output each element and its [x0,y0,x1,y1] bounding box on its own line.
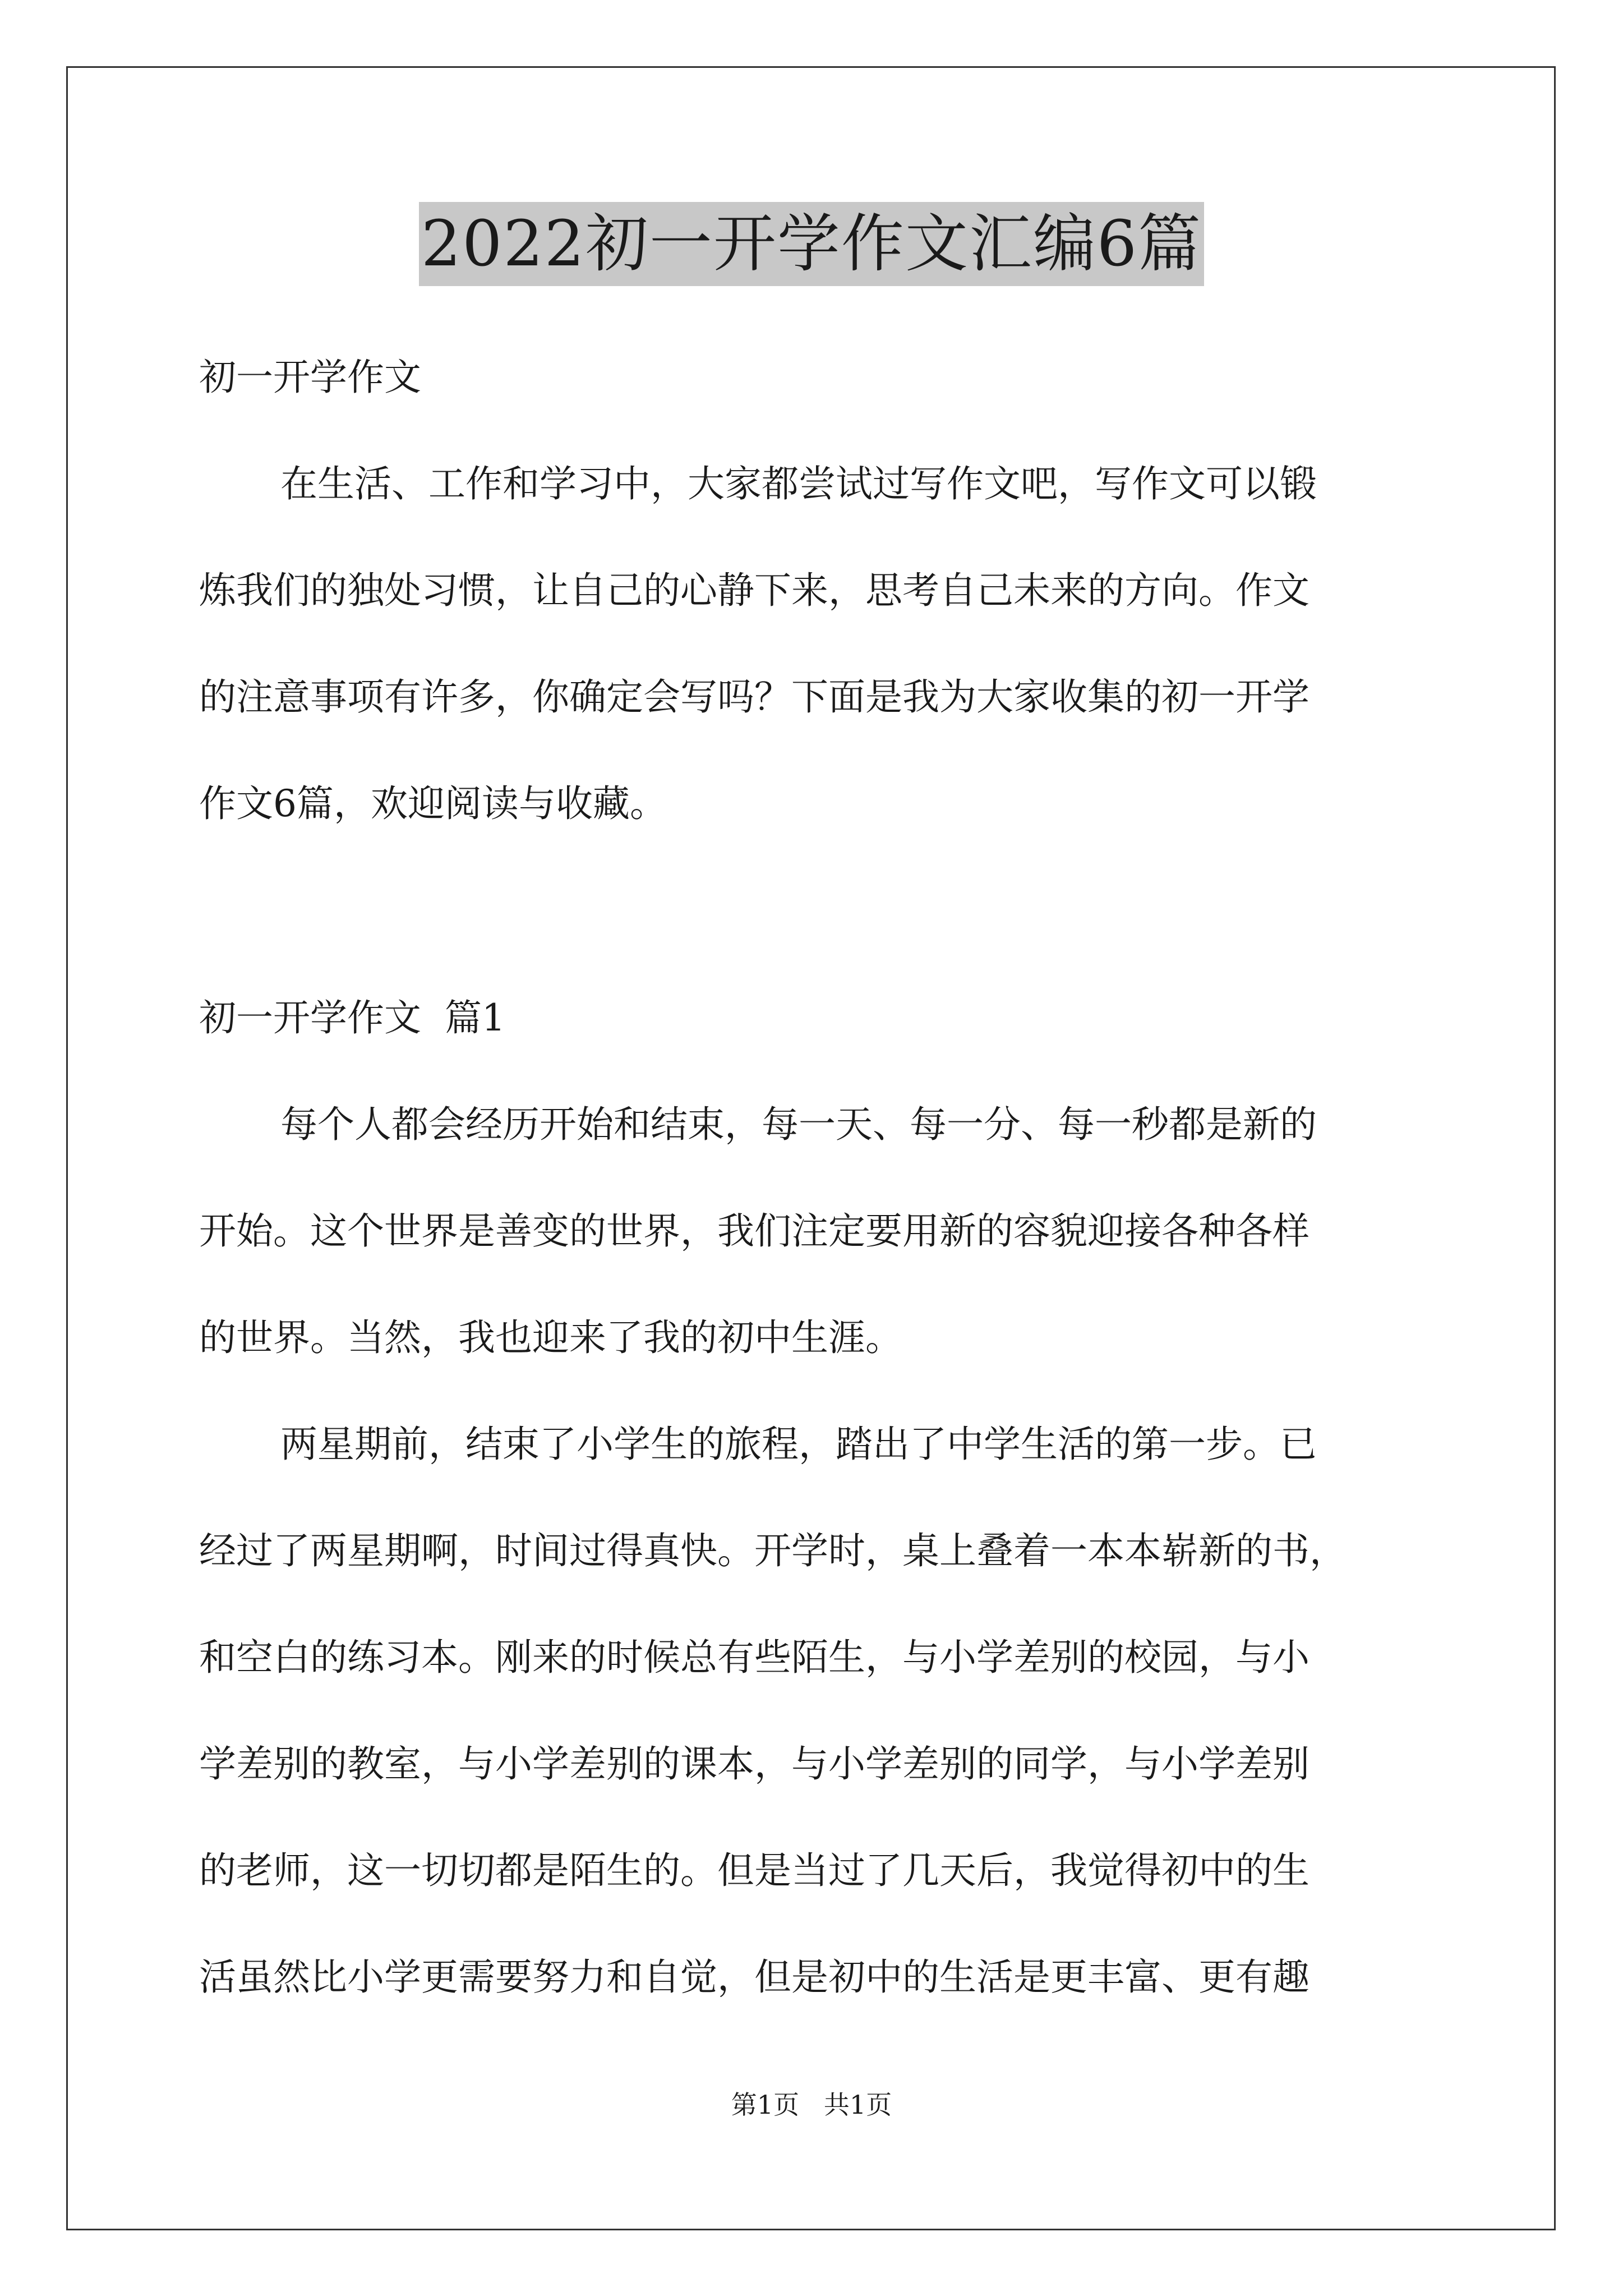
para2-line-3: 和空白的练习本。刚来的时候总有些陌生，与小学差别的校园，与小 [199,1636,1310,1679]
intro-line-4: 作文6篇，欢迎阅读与收藏。 [199,782,667,825]
section-heading-1: 初一开学作文 篇1 [199,996,505,1039]
para1-line-3: 的世界。当然，我也迎来了我的初中生涯。 [199,1316,902,1359]
para2-line-6: 活虽然比小学更需要努力和自觉，但是初中的生活是更丰富、更有趣 [199,1955,1310,1999]
intro-line-2: 炼我们的独处习惯，让自己的心静下来，思考自己未来的方向。作文 [199,569,1310,612]
para2-line-4: 学差别的教室，与小学差别的课本，与小学差别的同学，与小学差别 [199,1742,1310,1786]
page-footer: 第1页 共1页 [731,2090,892,2120]
para1-line-1: 每个人都会经历开始和结束，每一天、每一分、每一秒都是新的 [280,1103,1317,1146]
para2-line-1: 两星期前，结束了小学生的旅程，踏出了中学生活的第一步。已 [280,1423,1317,1466]
intro-line-3: 的注意事项有许多，你确定会写吗？下面是我为大家收集的初一开学 [199,675,1310,719]
document-title: 2022初一开学作文汇编6篇 [419,202,1204,286]
intro-line-1: 在生活、工作和学习中，大家都尝试过写作文吧，写作文可以锻 [280,462,1317,505]
title-block [0,202,1623,286]
para2-line-5: 的老师，这一切切都是陌生的。但是当过了几天后，我觉得初中的生 [199,1849,1310,1892]
intro-heading: 初一开学作文 [199,356,421,399]
para2-line-2: 经过了两星期啊，时间过得真快。开学时，桌上叠着一本本崭新的书， [199,1529,1347,1572]
para1-line-2: 开始。这个世界是善变的世界，我们注定要用新的容貌迎接各种各样 [199,1209,1310,1253]
